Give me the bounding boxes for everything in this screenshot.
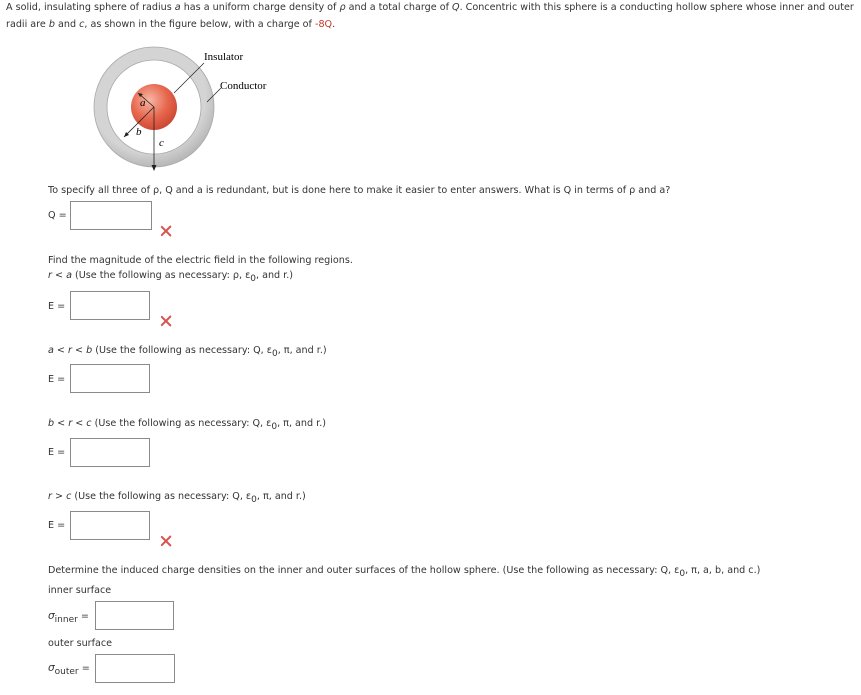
radius-b-label: b	[136, 126, 142, 138]
conductor-label: Conductor	[220, 80, 267, 92]
field-heading: Find the magnitude of the electric field in the following regions.	[48, 255, 353, 266]
region-hint: , π, and r.)	[256, 491, 306, 502]
region-2-prompt	[48, 345, 327, 359]
charge-value: -8Q	[314, 18, 333, 30]
field-r-gt-c-incorrect-icon	[160, 535, 172, 547]
epsilon-subscript: 0	[250, 274, 256, 284]
field-b-lt-r-lt-c-input[interactable]	[70, 438, 150, 467]
sigma-outer-input[interactable]	[95, 654, 175, 683]
region-hint: (Use the following as necessary: Q, ε	[92, 345, 272, 356]
field-r-gt-c-input[interactable]	[70, 511, 150, 540]
inner-surface-heading: inner surface	[48, 585, 112, 596]
concentric-spheres-figure	[80, 40, 310, 175]
radius-c-label: c	[159, 137, 164, 149]
insulator-label: Insulator	[204, 51, 244, 63]
sigma-inner-input[interactable]	[95, 601, 174, 630]
region-condition: a < r < b	[48, 345, 93, 356]
sigma-subscript: inner	[54, 615, 78, 625]
sigma-symbol: σ	[48, 610, 55, 622]
region-hint: (Use the following as necessary: Q, ε	[71, 491, 252, 502]
epsilon-subscript: 0	[679, 569, 686, 579]
region-hint: (Use the following as necessary: ρ, ε	[71, 270, 251, 281]
outer-surface-heading: outer surface	[48, 638, 113, 649]
intro-text: A solid, insulating sphere of radius	[6, 2, 175, 13]
epsilon-subscript: 0	[271, 349, 278, 359]
epsilon-subscript: 0	[251, 495, 257, 505]
q-prompt-text: To specify all three of ρ, Q and a is redundant, but is done here to make it easier to enter answers. What is Q in terms of ρ and a?	[48, 185, 671, 196]
q-incorrect-icon	[160, 225, 172, 237]
var-c: c	[79, 18, 85, 30]
region-1-label: E =	[48, 301, 66, 312]
region-2-label: E =	[48, 374, 66, 385]
region-hint: , π, and r.)	[277, 345, 327, 356]
sigma-inner-label	[48, 610, 89, 625]
region-3-label: E =	[48, 447, 66, 458]
sigma-symbol: σ	[48, 662, 55, 674]
problem-statement	[6, 0, 856, 33]
region-hint: (Use the following as necessary: Q, ε	[91, 418, 272, 429]
var-rho: ρ	[339, 2, 346, 13]
var-a: a	[174, 2, 181, 13]
epsilon-subscript: 0	[271, 422, 278, 432]
radius-c-arrowhead	[152, 165, 157, 171]
density-prompt	[48, 565, 761, 579]
region-hint: , π, and r.)	[277, 418, 327, 429]
sigma-outer-label	[48, 662, 90, 677]
intro-text: has a uniform charge density of	[180, 2, 340, 13]
var-q: Q	[452, 2, 460, 13]
q-answer-input[interactable]	[70, 201, 152, 230]
region-condition: r < a	[48, 270, 72, 281]
sigma-subscript: outer	[54, 667, 79, 677]
intro-text: . Concentric with this sphere is a conducting hollow sphere whose inner and outer radii are	[6, 2, 854, 30]
intro-text: , as shown in the figure below, with a charge of	[84, 18, 315, 30]
intro-text: .	[332, 18, 336, 30]
intro-text: and	[54, 18, 80, 30]
field-r-lt-a-incorrect-icon	[160, 315, 172, 327]
equals-sign: =	[80, 611, 89, 622]
density-prompt-text: Determine the induced charge densities on the inner and outer surfaces of the hollow sphere. (Use the following as necessary: Q, ε	[48, 565, 680, 576]
region-condition: r > c	[48, 491, 72, 502]
q-label: Q =	[48, 210, 67, 221]
region-4-label: E =	[48, 520, 66, 531]
var-b: b	[48, 18, 55, 30]
field-r-lt-a-input[interactable]	[70, 291, 150, 320]
q-prompt	[48, 185, 670, 196]
density-prompt-text: , π, a, b, and c.)	[685, 565, 761, 576]
region-hint: , and r.)	[255, 270, 294, 281]
region-1-prompt	[48, 270, 294, 284]
field-a-lt-r-lt-b-input[interactable]	[70, 364, 150, 393]
radius-a-label: a	[140, 97, 146, 109]
region-condition: b < r < c	[48, 418, 92, 429]
region-3-prompt	[48, 418, 327, 432]
equals-sign: =	[81, 663, 90, 674]
region-4-prompt	[48, 491, 306, 505]
intro-text: and a total charge of	[345, 2, 452, 13]
